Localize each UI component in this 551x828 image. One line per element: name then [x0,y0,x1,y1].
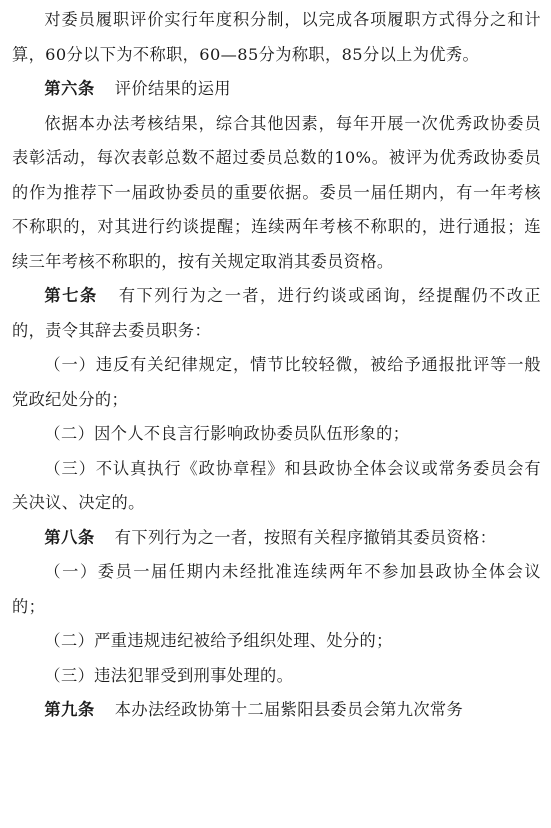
article-7-item-1-text: （一）违反有关纪律规定，情节比较轻微，被给予通报批评等一般党政纪处分的； [12,355,541,409]
article-6 [12,72,541,107]
article-9-text: 本办法经政协第十二届紫阳县委员会第九次常务 [114,700,464,719]
paragraph-scoring-text: 对委员履职评价实行年度积分制，以完成各项履职方式得分之和计算，60分以下为不称职，60—85分为称职，85分以上为优秀。 [12,10,541,64]
article-6-heading: 第六条 [44,79,95,98]
article-8-item-1-text: （一）委员一届任期内未经批准连续两年不参加县政协全体会议的； [12,562,541,616]
article-7-item-2 [12,417,541,452]
article-8-heading: 第八条 [44,527,95,547]
article-6-title: 评价结果的运用 [114,79,231,98]
paragraph-results [12,107,541,280]
article-9-heading: 第九条 [44,700,95,719]
article-7 [12,279,541,348]
article-8-text: 有下列行为之一者，按照有关程序撤销其委员资格： [114,527,497,547]
article-8-item-2 [12,624,541,659]
article-7-text: 有下列行为之一者，进行约谈或函询，经提醒仍不改正的，责令其辞去委员职务： [12,286,541,340]
article-8-item-3 [12,659,541,694]
article-7-item-3 [12,452,541,521]
paragraph-results-text: 依据本办法考核结果，综合其他因素，每年开展一次优秀政协委员表彰活动，每次表彰总数不超过委员总数的10%。被评为优秀政协委员的作为推荐下一届政协委员的重要依据。委员一届任期内，有一年考核不称职的，对其进行约谈提醒；连续两年考核不称职的，进行通报；连续三年考核不称职的，按有关规定取消其委员资格。 [12,113,541,271]
article-7-item-1 [12,348,541,417]
document-page [0,3,551,828]
article-9 [12,693,541,728]
paragraph-scoring [12,3,541,72]
article-7-item-2-text: （二）因个人不良言行影响政协委员队伍形象的； [44,424,410,443]
article-8-item-3-text: （三）违法犯罪受到刑事处理的。 [44,665,294,685]
article-8-item-2-text: （二）严重违规违纪被给予组织处理、处分的； [44,631,393,650]
article-7-item-3-text: （三）不认真执行《政协章程》和县政协全体会议或常务委员会有关决议、决定的。 [12,458,541,512]
article-8 [12,521,541,556]
article-7-heading: 第七条 [44,286,98,305]
article-8-item-1 [12,555,541,624]
